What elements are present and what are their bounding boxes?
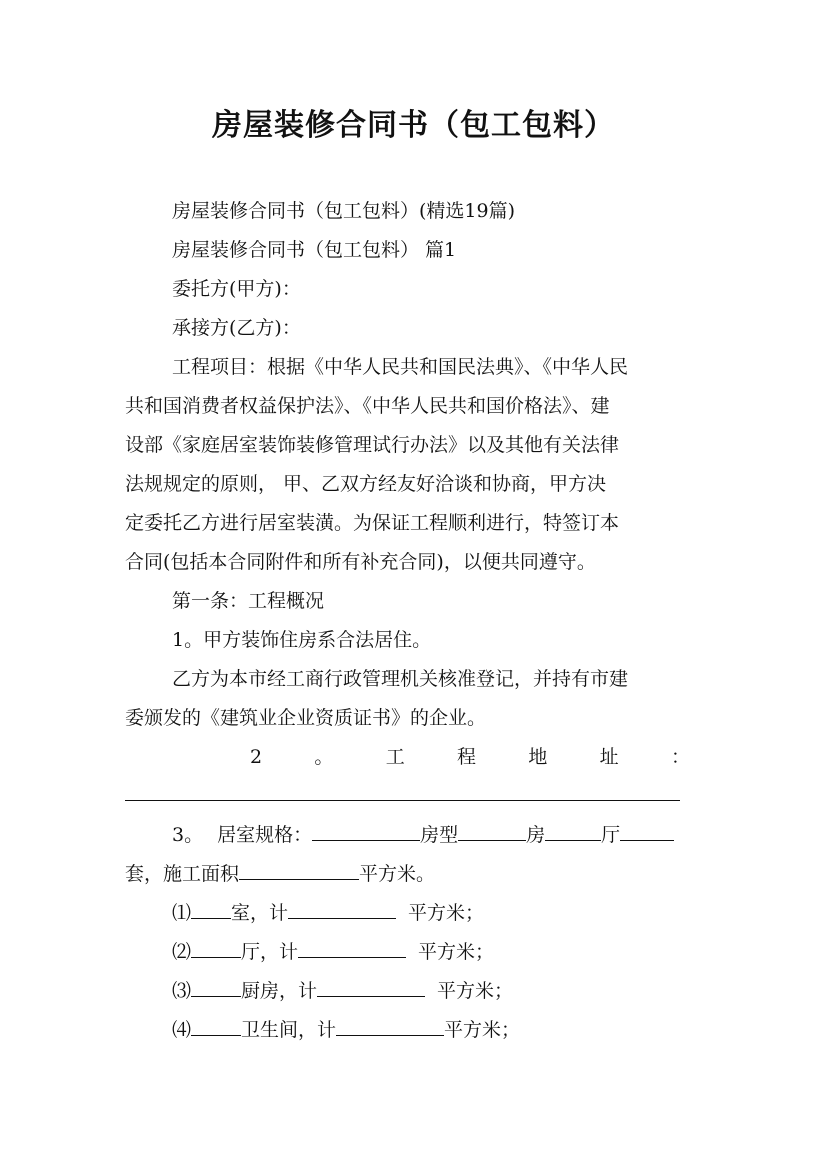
party-a-line: 委托方(甲方)： bbox=[172, 278, 301, 300]
spec-ting: 厅 bbox=[601, 824, 621, 846]
blank-field bbox=[191, 978, 241, 997]
address-line bbox=[250, 744, 690, 770]
article-heading: 第一条：工程概况 bbox=[172, 590, 325, 612]
room-name: 厅，计 bbox=[241, 941, 299, 963]
spec-unit: 平方米。 bbox=[359, 863, 436, 885]
blank-field bbox=[239, 861, 359, 880]
blank-field bbox=[312, 822, 420, 841]
spec-label: 居室规格： bbox=[217, 824, 313, 846]
section-heading: 房屋装修合同书（包工包料） 篇1 bbox=[172, 239, 457, 261]
room-unit: 平方米； bbox=[444, 1019, 521, 1041]
clause-line: 1。甲方装饰住房系合法居住。 bbox=[172, 629, 432, 651]
room-unit: 平方米； bbox=[437, 980, 514, 1002]
paragraph-line: 委颁发的《建筑业企业资质证书》的企业。 bbox=[125, 707, 487, 729]
room-name: 室，计 bbox=[231, 902, 289, 924]
paragraph-line: 乙方为本市经工商行政管理机关核准登记，并持有市建 bbox=[172, 668, 629, 690]
blank-field bbox=[545, 822, 601, 841]
room-line bbox=[172, 978, 703, 1004]
blank-field bbox=[288, 900, 396, 919]
party-b-line: 承接方(乙方)： bbox=[172, 317, 301, 339]
address-char: 2 bbox=[250, 746, 263, 768]
address-blank-line bbox=[125, 800, 680, 801]
room-name: 卫生间，计 bbox=[241, 1019, 337, 1041]
subtitle-line: 房屋装修合同书（包工包料）(精选19篇) bbox=[172, 200, 516, 222]
address-char: ： bbox=[670, 746, 690, 768]
spec-num: 3。 bbox=[172, 824, 204, 846]
room-num: ⑶ bbox=[172, 980, 192, 1002]
spec-line bbox=[172, 822, 703, 848]
address-char: 。 bbox=[314, 746, 334, 768]
paragraph-line: 共和国消费者权益保护法》、《中华人民共和国价格法》、建 bbox=[125, 395, 610, 417]
room-line bbox=[172, 939, 703, 965]
spec-line-2 bbox=[125, 861, 703, 887]
blank-field bbox=[191, 1017, 241, 1036]
blank-field bbox=[298, 939, 406, 958]
paragraph-line: 定委托乙方进行居室装潢。为保证工程顺利进行，特签订本 bbox=[125, 512, 620, 534]
blank-field bbox=[317, 978, 425, 997]
spec-tao: 套，施工面积 bbox=[125, 863, 240, 885]
document-title: 房屋装修合同书（包工包料） bbox=[212, 108, 615, 143]
address-char: 址 bbox=[599, 746, 619, 768]
room-num: ⑷ bbox=[172, 1019, 192, 1041]
blank-field bbox=[336, 1017, 444, 1036]
paragraph-line: 工程项目：根据《中华人民共和国民法典》、《中华人民 bbox=[172, 356, 629, 378]
room-num: ⑵ bbox=[172, 941, 192, 963]
address-char: 地 bbox=[528, 746, 548, 768]
spec-fang: 房 bbox=[526, 824, 546, 846]
paragraph-line: 合同(包括本合同附件和所有补充合同)，以便共同遵守。 bbox=[125, 551, 596, 573]
room-num: ⑴ bbox=[172, 902, 192, 924]
paragraph-line: 法规规定的原则， 甲、乙双方经友好洽谈和协商，甲方决 bbox=[125, 473, 607, 495]
paragraph-line: 设部《家庭居室装饰装修管理试行办法》以及其他有关法律 bbox=[125, 434, 620, 456]
blank-field bbox=[191, 939, 241, 958]
blank-field bbox=[620, 822, 674, 841]
room-line bbox=[172, 900, 703, 926]
room-name: 厨房，计 bbox=[241, 980, 318, 1002]
room-line bbox=[172, 1017, 703, 1043]
blank-field bbox=[458, 822, 526, 841]
spec-fangxing: 房型 bbox=[420, 824, 459, 846]
blank-field bbox=[191, 900, 231, 919]
room-unit: 平方米； bbox=[408, 902, 485, 924]
address-char: 工 bbox=[385, 746, 405, 768]
room-unit: 平方米； bbox=[418, 941, 495, 963]
address-char: 程 bbox=[457, 746, 477, 768]
